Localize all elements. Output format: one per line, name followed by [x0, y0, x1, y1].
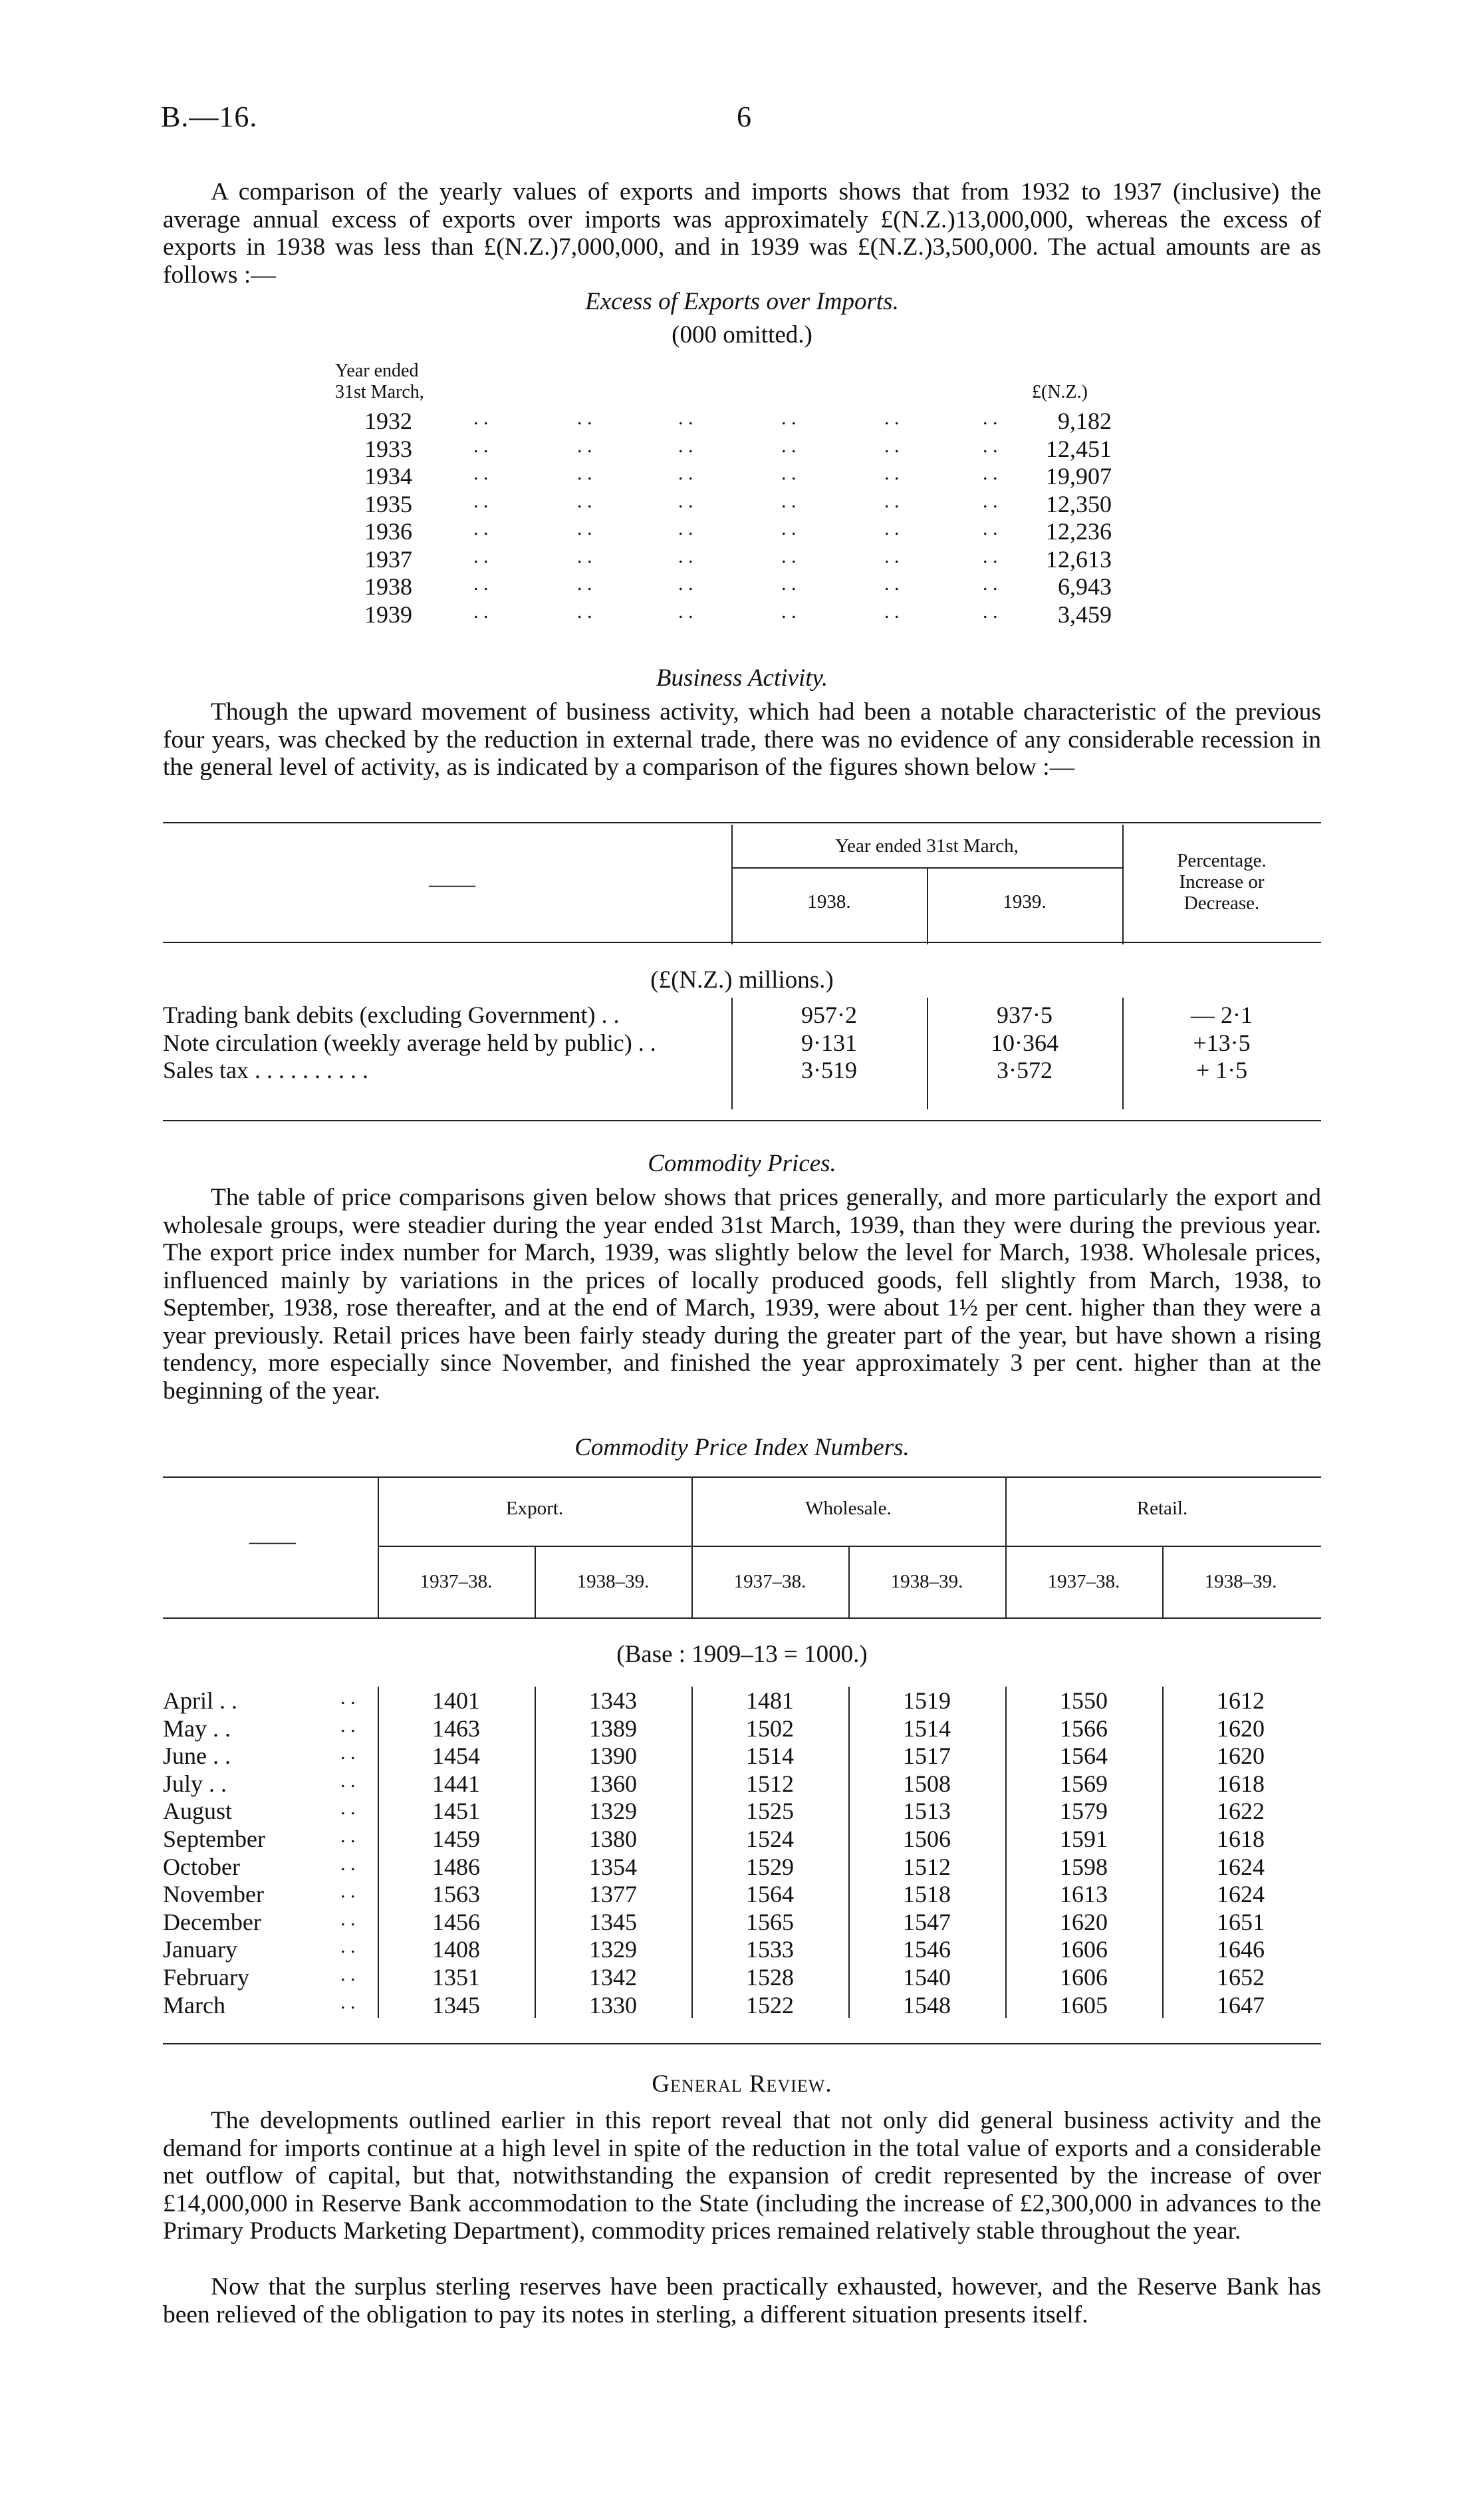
leader-dots: . .: [678, 545, 693, 567]
leader-dots: . .: [577, 407, 592, 429]
excess-table-title: Excess of Exports over Imports.: [585, 288, 899, 315]
leader-dots: . .: [340, 1797, 356, 1819]
commodity-base: (Base : 1909–13 = 1000.): [616, 1641, 868, 1668]
business-unit: (£(N.Z.) millions.): [650, 966, 834, 994]
commodity-value: 1579: [1060, 1798, 1108, 1824]
commodity-value: 1622: [1217, 1798, 1265, 1824]
commodity-value: 1547: [903, 1909, 951, 1935]
commodity-value: 1506: [903, 1826, 951, 1852]
commodity-value: 1618: [1217, 1826, 1265, 1852]
commodity-month: April . .: [163, 1687, 237, 1714]
business-col-group: Year ended 31st March,: [835, 835, 1019, 857]
excess-year: 1935: [364, 491, 412, 517]
business-value-1938: 9·131: [801, 1030, 857, 1056]
leader-dots: . .: [577, 573, 592, 595]
commodity-month: September: [163, 1826, 265, 1852]
commodity-group-header: Retail.: [1136, 1498, 1188, 1519]
commodity-value: 1512: [746, 1770, 794, 1797]
leader-dots: . .: [473, 462, 489, 484]
leader-dots: . .: [983, 462, 998, 484]
leader-dots: . .: [678, 573, 693, 595]
commodity-value: 1514: [903, 1715, 951, 1742]
leader-dots: . .: [983, 490, 998, 512]
excess-value: 12,613: [1046, 546, 1112, 573]
commodity-table-top-rule: [163, 1476, 1321, 1478]
leader-dots: . .: [884, 435, 900, 457]
document-reference: B.—16.: [161, 100, 258, 133]
commodity-value: 1389: [589, 1715, 637, 1742]
commodity-value: 1454: [432, 1742, 480, 1769]
business-row-label: Sales tax . . . . . . . . . .: [163, 1057, 368, 1083]
leader-dots: . .: [577, 435, 592, 457]
leader-dots: . .: [781, 435, 797, 457]
leader-dots: . .: [340, 1853, 356, 1875]
leader-dots: . .: [473, 517, 489, 539]
business-col-1939: 1939.: [1003, 891, 1047, 912]
commodity-value: 1606: [1060, 1936, 1108, 1963]
leader-dots: . .: [678, 407, 693, 429]
business-row-label: Note circulation (weekly average held by public) . .: [163, 1030, 656, 1056]
commodity-value: 1546: [903, 1936, 951, 1963]
leader-dots: . .: [781, 601, 797, 623]
leader-dots: . .: [473, 573, 489, 595]
commodity-value: 1564: [746, 1881, 794, 1907]
leader-dots: . .: [781, 407, 797, 429]
excess-value: 12,451: [1046, 436, 1112, 462]
leader-dots: . .: [884, 573, 900, 595]
commodity-value: 1564: [1060, 1742, 1108, 1769]
leader-dots: . .: [678, 490, 693, 512]
commodity-value: 1451: [432, 1798, 480, 1824]
commodity-value: 1345: [589, 1909, 637, 1935]
leader-dots: . .: [781, 517, 797, 539]
leader-dots: . .: [340, 1935, 356, 1957]
commodity-value: 1377: [589, 1881, 637, 1907]
leader-dots: . .: [340, 1687, 356, 1709]
excess-year-header-1: Year ended: [335, 360, 419, 381]
business-value-1939: 937·5: [997, 1002, 1052, 1028]
leader-dots: . .: [678, 462, 693, 484]
commodity-value: 1533: [746, 1936, 794, 1963]
commodity-value: 1390: [589, 1742, 637, 1769]
leader-dots: . .: [340, 1825, 356, 1847]
commodity-year-header: 1937–38.: [420, 1571, 493, 1592]
leader-dots: . .: [983, 573, 998, 595]
leader-dots: . .: [884, 601, 900, 623]
commodity-year-header: 1938–39.: [890, 1571, 963, 1592]
commodity-value: 1624: [1217, 1854, 1265, 1880]
leader-dots: . .: [678, 517, 693, 539]
leader-dots: . .: [340, 1908, 356, 1930]
business-stub: ——: [429, 871, 475, 897]
commodity-value: 1512: [903, 1854, 951, 1880]
commodity-value: 1463: [432, 1715, 480, 1742]
excess-year: 1934: [364, 463, 412, 489]
commodity-table-title: Commodity Price Index Numbers.: [574, 1434, 910, 1461]
commodity-month: December: [163, 1909, 261, 1935]
leader-dots: . .: [577, 462, 592, 484]
business-value-1938: 957·2: [801, 1002, 857, 1028]
commodity-value: 1345: [432, 1992, 480, 2019]
commodity-value: 1513: [903, 1798, 951, 1824]
commodity-year-header: 1937–38.: [733, 1571, 806, 1592]
commodity-value: 1591: [1060, 1826, 1108, 1852]
commodity-value: 1343: [589, 1687, 637, 1714]
commodity-value: 1519: [903, 1687, 951, 1714]
leader-dots: . .: [678, 601, 693, 623]
commodity-value: 1606: [1060, 1964, 1108, 1991]
excess-value: 9,182: [1058, 408, 1112, 434]
leader-dots: . .: [340, 1991, 356, 2013]
commodity-value: 1624: [1217, 1881, 1265, 1907]
business-value-pct: — 2·1: [1191, 1002, 1253, 1028]
leader-dots: . .: [577, 490, 592, 512]
leader-dots: . .: [884, 407, 900, 429]
leader-dots: . .: [983, 545, 998, 567]
commodity-group-header: Export.: [505, 1498, 564, 1519]
leader-dots: . .: [473, 545, 489, 567]
business-col-pct-3: Decrease.: [1183, 893, 1260, 914]
leader-dots: . .: [473, 435, 489, 457]
leader-dots: . .: [983, 435, 998, 457]
excess-unit-header: £(N.Z.): [1032, 382, 1088, 402]
leader-dots: . .: [340, 1715, 356, 1737]
business-paragraph: Though the upward movement of business activity, which had been a notable characteristic of the previous four years, was checked by the reduction in external trade, there was no evidence of any considerable recession in the general level of activity, as is indicated by a comparison of the figures shown below :—: [163, 698, 1321, 781]
commodity-month: February: [163, 1964, 249, 1991]
commodity-table-bottom-rule: [163, 2043, 1321, 2044]
business-value-1938: 3·519: [801, 1057, 857, 1083]
business-row-label: Trading bank debits (excluding Government) . .: [163, 1002, 620, 1028]
commodity-month: May . .: [163, 1715, 231, 1742]
leader-dots: . .: [983, 601, 998, 623]
commodity-month: July . .: [163, 1770, 227, 1797]
excess-value: 3,459: [1058, 601, 1112, 628]
commodity-value: 1620: [1217, 1742, 1265, 1769]
commodity-value: 1502: [746, 1715, 794, 1742]
commodity-value: 1652: [1217, 1964, 1265, 1991]
commodity-value: 1529: [746, 1854, 794, 1880]
commodity-value: 1565: [746, 1909, 794, 1935]
commodity-value: 1620: [1060, 1909, 1108, 1935]
commodity-header-rule: [163, 1617, 1321, 1619]
excess-year: 1936: [364, 518, 412, 545]
commodity-value: 1598: [1060, 1854, 1108, 1880]
commodity-value: 1605: [1060, 1992, 1108, 2019]
leader-dots: . .: [781, 545, 797, 567]
commodity-value: 1329: [589, 1798, 637, 1824]
commodity-value: 1508: [903, 1770, 951, 1797]
leader-dots: . .: [340, 1770, 356, 1792]
commodity-value: 1514: [746, 1742, 794, 1769]
commodity-value: 1651: [1217, 1909, 1265, 1935]
leader-dots: . .: [473, 601, 489, 623]
leader-dots: . .: [983, 517, 998, 539]
commodity-value: 1548: [903, 1992, 951, 2019]
excess-year: 1938: [364, 573, 412, 600]
business-col-1938: 1938.: [807, 891, 851, 912]
leader-dots: . .: [884, 545, 900, 567]
commodity-value: 1330: [589, 1992, 637, 2019]
commodity-value: 1351: [432, 1964, 480, 1991]
commodity-group-header: Wholesale.: [805, 1498, 892, 1519]
commodity-value: 1459: [432, 1826, 480, 1852]
commodity-value: 1563: [432, 1881, 480, 1907]
commodity-year-header: 1938–39.: [576, 1571, 650, 1592]
commodity-value: 1342: [589, 1964, 637, 1991]
business-col-pct-1: Percentage.: [1177, 850, 1267, 871]
leader-dots: . .: [340, 1742, 356, 1764]
excess-year: 1939: [364, 601, 412, 628]
commodity-value: 1329: [589, 1936, 637, 1963]
excess-value: 6,943: [1058, 573, 1112, 600]
commodity-value: 1569: [1060, 1770, 1108, 1797]
commodity-value: 1540: [903, 1964, 951, 1991]
commodity-value: 1528: [746, 1964, 794, 1991]
commodity-year-header: 1938–39.: [1204, 1571, 1277, 1592]
business-value-pct: +13·5: [1193, 1030, 1251, 1056]
business-title: Business Activity.: [656, 664, 828, 692]
commodity-title: Commodity Prices.: [648, 1150, 836, 1177]
commodity-value: 1646: [1217, 1936, 1265, 1963]
page-number: 6: [737, 100, 751, 133]
commodity-value: 1525: [746, 1798, 794, 1824]
commodity-value: 1441: [432, 1770, 480, 1797]
commodity-value: 1550: [1060, 1687, 1108, 1714]
commodity-month: November: [163, 1881, 264, 1907]
leader-dots: . .: [473, 490, 489, 512]
commodity-stub: ——: [249, 1528, 296, 1554]
general-review-paragraph-2: Now that the surplus sterling reserves have been practically exhausted, however, and the Reserve Bank has been relieved of the obligation to pay its notes in sterling, a different situation presents itself.: [163, 2273, 1321, 2328]
commodity-value: 1518: [903, 1881, 951, 1907]
commodity-value: 1522: [746, 1992, 794, 2019]
excess-year-header-2: 31st March,: [335, 382, 424, 402]
commodity-value: 1408: [432, 1936, 480, 1963]
leader-dots: . .: [577, 517, 592, 539]
excess-value: 12,350: [1046, 491, 1112, 517]
leader-dots: . .: [678, 435, 693, 457]
leader-dots: . .: [340, 1880, 356, 1902]
commodity-value: 1620: [1217, 1715, 1265, 1742]
commodity-value: 1456: [432, 1909, 480, 1935]
commodity-paragraph: The table of price comparisons given below shows that prices generally, and more particularly the export and wholesale groups, were steadier during the year ended 31st March, 1939, than they were during the previous year. The export price index number for March, 1939, was slightly below the level for March, 1938. Wholesale prices, influenced mainly by variations in the prices of locally produced goods, fell slightly from March, 1938, to September, 1938, rose thereafter, and at the end of March, 1939, were about 1½ per cent. higher than they were a year previously. Retail prices have been fairly steady during the greater part of the year, but have shown a rising tendency, more especially since November, and finished the year approximately 3 per cent. higher than at the beginning of the year.: [163, 1184, 1321, 1405]
business-header-rule: [163, 942, 1321, 943]
excess-table-subtitle: (000 omitted.): [672, 321, 812, 348]
commodity-month: January: [163, 1936, 237, 1963]
excess-year: 1937: [364, 546, 412, 573]
leader-dots: . .: [884, 517, 900, 539]
commodity-value: 1481: [746, 1687, 794, 1714]
business-value-pct: + 1·5: [1195, 1057, 1248, 1083]
business-value-1939: 3·572: [997, 1057, 1052, 1083]
excess-year: 1933: [364, 436, 412, 462]
commodity-month: October: [163, 1854, 240, 1880]
commodity-value: 1618: [1217, 1770, 1265, 1797]
commodity-value: 1566: [1060, 1715, 1108, 1742]
commodity-value: 1401: [432, 1687, 480, 1714]
business-value-1939: 10·364: [991, 1030, 1058, 1056]
commodity-year-header: 1937–38.: [1047, 1571, 1120, 1592]
commodity-value: 1360: [589, 1770, 637, 1797]
leader-dots: . .: [884, 462, 900, 484]
general-review-title: General Review.: [652, 2070, 832, 2098]
leader-dots: . .: [577, 545, 592, 567]
commodity-value: 1486: [432, 1854, 480, 1880]
general-review-paragraph-1: The developments outlined earlier in this report reveal that not only did general business activity and the demand for imports continue at a high level in spite of the reduction in the total value of exports and a considerable net outflow of capital, but that, notwithstanding the expansion of credit represented by the increase of over £14,000,000 in Reserve Bank accommodation to the State (including the increase of £2,300,000 in advances to the Primary Products Marketing Department), commodity prices remained relatively stable throughout the year.: [163, 2107, 1321, 2245]
leader-dots: . .: [781, 462, 797, 484]
leader-dots: . .: [340, 1963, 356, 1985]
commodity-month: June . .: [163, 1742, 231, 1769]
leader-dots: . .: [884, 490, 900, 512]
business-col-pct-2: Increase or: [1179, 871, 1265, 893]
commodity-month: March: [163, 1992, 225, 2019]
commodity-value: 1647: [1217, 1992, 1265, 2019]
commodity-value: 1517: [903, 1742, 951, 1769]
leader-dots: . .: [781, 573, 797, 595]
commodity-value: 1612: [1217, 1687, 1265, 1714]
commodity-value: 1613: [1060, 1881, 1108, 1907]
intro-paragraph: A comparison of the yearly values of exports and imports shows that from 1932 to 1937 (inclusive) the average annual excess of exports over imports was approximately £(N.Z.)13,000,000, whereas the excess of exports in 1938 was less than £(N.Z.)7,000,000, and in 1939 was £(N.Z.)3,500,000. The actual amounts are as follows :—: [163, 178, 1321, 289]
excess-year: 1932: [364, 408, 412, 434]
business-table-bottom-rule: [163, 1120, 1321, 1121]
business-table-top-rule: [163, 822, 1321, 823]
leader-dots: . .: [983, 407, 998, 429]
commodity-value: 1354: [589, 1854, 637, 1880]
excess-value: 19,907: [1046, 463, 1112, 489]
excess-value: 12,236: [1046, 518, 1112, 545]
leader-dots: . .: [473, 407, 489, 429]
leader-dots: . .: [577, 601, 592, 623]
commodity-value: 1380: [589, 1826, 637, 1852]
business-group-rule: [731, 867, 1122, 869]
leader-dots: . .: [781, 490, 797, 512]
commodity-month: August: [163, 1798, 233, 1824]
commodity-value: 1524: [746, 1826, 794, 1852]
